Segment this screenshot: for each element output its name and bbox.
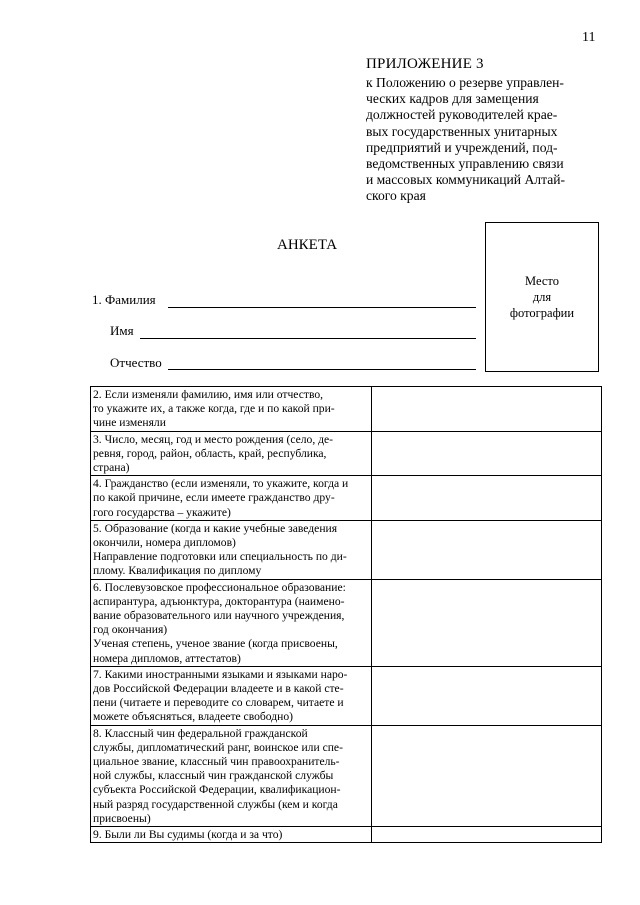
appendix-line: вых государственных унитарных [366, 123, 558, 139]
question-cell [91, 725, 372, 826]
question-text: по какой причине, если имеете гражданство дру- [93, 491, 335, 505]
name-field[interactable] [140, 338, 476, 339]
question-text: ревня, город, район, область, край, республика, [93, 446, 327, 460]
question-cell [91, 520, 372, 579]
question-text: дов Российской Федерации владеете и в какой сте- [93, 682, 344, 696]
question-text: то укажите их, а также когда, где и по какой при- [93, 402, 335, 416]
answer-cell[interactable] [372, 476, 602, 521]
question-text: службы, дипломатический ранг, воинское или спе- [93, 740, 343, 754]
appendix-line: должностей руководителей крае- [366, 107, 558, 123]
surname-field[interactable] [168, 307, 476, 308]
table-row [91, 520, 602, 579]
answer-cell[interactable] [372, 827, 602, 843]
appendix-header [366, 56, 592, 205]
table-row [91, 476, 602, 521]
question-text: Ученая степень, ученое звание (когда присвоены, [93, 637, 338, 651]
question-text: окончили, номера дипломов) [93, 536, 236, 550]
answer-cell[interactable] [372, 431, 602, 476]
answer-cell[interactable] [372, 725, 602, 826]
question-text: ный разряд государственной службы (кем и когда [93, 797, 338, 811]
answer-cell[interactable] [372, 666, 602, 725]
form-title: АНКЕТА [277, 237, 338, 253]
appendix-line: ведомственных управлению связи [366, 156, 564, 172]
question-cell [91, 579, 372, 666]
question-text: вание образовательного или научного учреждения, [93, 609, 345, 623]
photo-placeholder [485, 222, 599, 372]
table-row [91, 827, 602, 843]
question-text: гого государства – укажите) [93, 505, 231, 519]
question-cell [91, 827, 372, 843]
question-text: 8. Классный чин федеральной гражданской [93, 726, 308, 740]
question-cell [91, 666, 372, 725]
table-row [91, 666, 602, 725]
appendix-title: ПРИЛОЖЕНИЕ 3 [366, 56, 484, 72]
question-text: субъекта Российской Федерации, квалификацион- [93, 783, 341, 797]
appendix-line: и массовых коммуникаций Алтай- [366, 172, 566, 188]
question-text: 2. Если изменяли фамилию, имя или отчество, [93, 388, 324, 401]
question-text: ной службы, классный чин гражданской службы [93, 769, 334, 783]
question-text: 9. Были ли Вы судимы (когда и за что) [93, 828, 283, 842]
name-label: Имя [110, 323, 134, 338]
question-text: страна) [93, 461, 130, 475]
question-text: циальное звание, классный чин правоохранитель- [93, 755, 340, 769]
page-number: 11 [582, 30, 596, 45]
appendix-line: к Положению о резерве управлен- [366, 75, 564, 90]
question-text: аспирантура, адъюнктура, докторантура (наимено- [93, 594, 345, 608]
photo-label-line: фотографии [509, 306, 575, 320]
answer-cell[interactable] [372, 520, 602, 579]
question-cell [91, 387, 372, 432]
appendix-line: ческих кадров для замещения [366, 91, 539, 107]
table-row [91, 431, 602, 476]
answer-cell[interactable] [372, 387, 602, 432]
patronymic-label: Отчество [110, 355, 162, 370]
question-text: 3. Число, месяц, год и место рождения (село, де- [93, 432, 334, 446]
question-text: 4. Гражданство (если изменяли, то укажите, когда и [93, 477, 349, 491]
question-text: 6. Послевузовское профессиональное образование: [93, 580, 346, 594]
surname-label: 1. Фамилия [92, 292, 156, 307]
question-text: 7. Какими иностранными языками и языками наро- [93, 667, 348, 681]
question-cell [91, 431, 372, 476]
appendix-line: предприятий и учреждений, под- [366, 139, 558, 155]
answer-cell[interactable] [372, 579, 602, 666]
question-text: присвоены) [93, 811, 151, 825]
question-text: Направление подготовки или специальность по ди- [93, 550, 347, 564]
question-text: год окончания) [93, 623, 168, 637]
table-row [91, 579, 602, 666]
table-row [91, 387, 602, 432]
table-row [91, 725, 602, 826]
appendix-line: ского края [366, 188, 426, 204]
question-text: пени (читаете и переводите со словарем, читаете и [93, 696, 344, 710]
question-text: плому. Квалификация по диплому [93, 564, 262, 578]
photo-label-line: Место [525, 274, 559, 288]
question-text: можете объясняться, владеете свободно) [93, 710, 294, 724]
questionnaire-table [90, 386, 602, 843]
question-text: номера дипломов, аттестатов) [93, 651, 241, 665]
patronymic-field[interactable] [168, 369, 476, 370]
question-cell [91, 476, 372, 521]
question-text: 5. Образование (когда и какие учебные заведения [93, 521, 338, 535]
photo-label-line: для [532, 290, 552, 304]
question-text: чине изменяли [93, 416, 166, 430]
